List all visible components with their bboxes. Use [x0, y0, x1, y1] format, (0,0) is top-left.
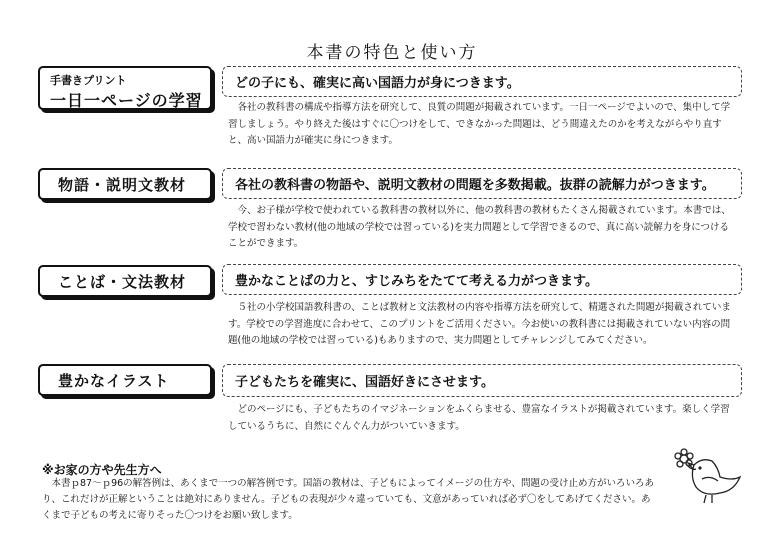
body-words-grammar: ５社の小学校国語教科書の、ことば教材と文法教材の内容や指導方法を研究して、精選された問題が掲載されています。学校での学習進度に合わせて、このプリントをご活用ください。今お使いの教科書には掲載されていない内容の問題(他の地域の学校では習っている)もありますので、実力問題としてチャレンジしてみてください。: [228, 302, 731, 346]
label-title: ことば・文法教材: [58, 272, 187, 291]
body-rich-illustrations: どのページにも、子どもたちのイマジネーションをふくらませる、豊富なイラストが掲載されています。楽しく学習しているうちに、自然にぐんぐん力がついていきます。: [228, 404, 730, 432]
label-rich-illustrations: [38, 364, 212, 396]
note-body: 本書ｐ87～ｐ96の解答例は、あくまで一つの解答例です。国語の教材は、子どもによってイメージの仕方や、問題の受け止め方がいろいろあり、これだけが正解ということは絶対にありません。子どもの表現が少々違っていても、文意があっていれば必ず〇をしてあげてください。あくまで子どもの考えに寄りそった〇つけをお願い致します。: [42, 478, 654, 521]
body-daily-page: 各社の教科書の構成や指導方法を研究して、良質の問題が掲載されています。一日一ページでよいので、集中して学習しましょう。やり終えた後はすぐに〇つけをして、できなかった問題は、どう間違えたのかを考えながらやり直すと、高い国語力が確実に身につきます。: [228, 102, 731, 146]
note-title: ※お家の方や先生方へ: [42, 463, 162, 477]
headline-words-grammar: 豊かなことばの力と、すじみちをたてて考える力がつきます。: [222, 264, 742, 295]
label-title: 豊かなイラスト: [58, 371, 170, 390]
label-title: 一日一ページの学習: [50, 91, 203, 110]
bird-illustration: [672, 447, 744, 505]
label-words-grammar: [38, 265, 212, 297]
headline-daily-page: どの子にも、確実に高い国語力が身につきます。: [222, 66, 742, 97]
headline-story-explanatory: 各社の教科書の物語や、説明文教材の問題を多数掲載。抜群の読解力がつきます。: [222, 168, 742, 199]
label-title: 物語・説明文教材: [58, 175, 187, 194]
body-story-explanatory: 今、お子様が学校で使われている教科書の教材以外に、他の教科書の教材もたくさん掲載されています。本書では、学校で習わない教材(他の地域の学校では習っている)を実力問題として学習できるので、真に高い読解力を身につけることができます。: [228, 205, 731, 249]
headline-rich-illustrations: 子どもたちを確実に、国語好きにさせます。: [222, 364, 742, 397]
label-story-explanatory: [38, 168, 212, 200]
label-daily-page: [38, 66, 212, 110]
label-subtitle: 手書きプリント: [50, 74, 127, 87]
page-title: 本書の特色と使い方: [306, 43, 478, 63]
